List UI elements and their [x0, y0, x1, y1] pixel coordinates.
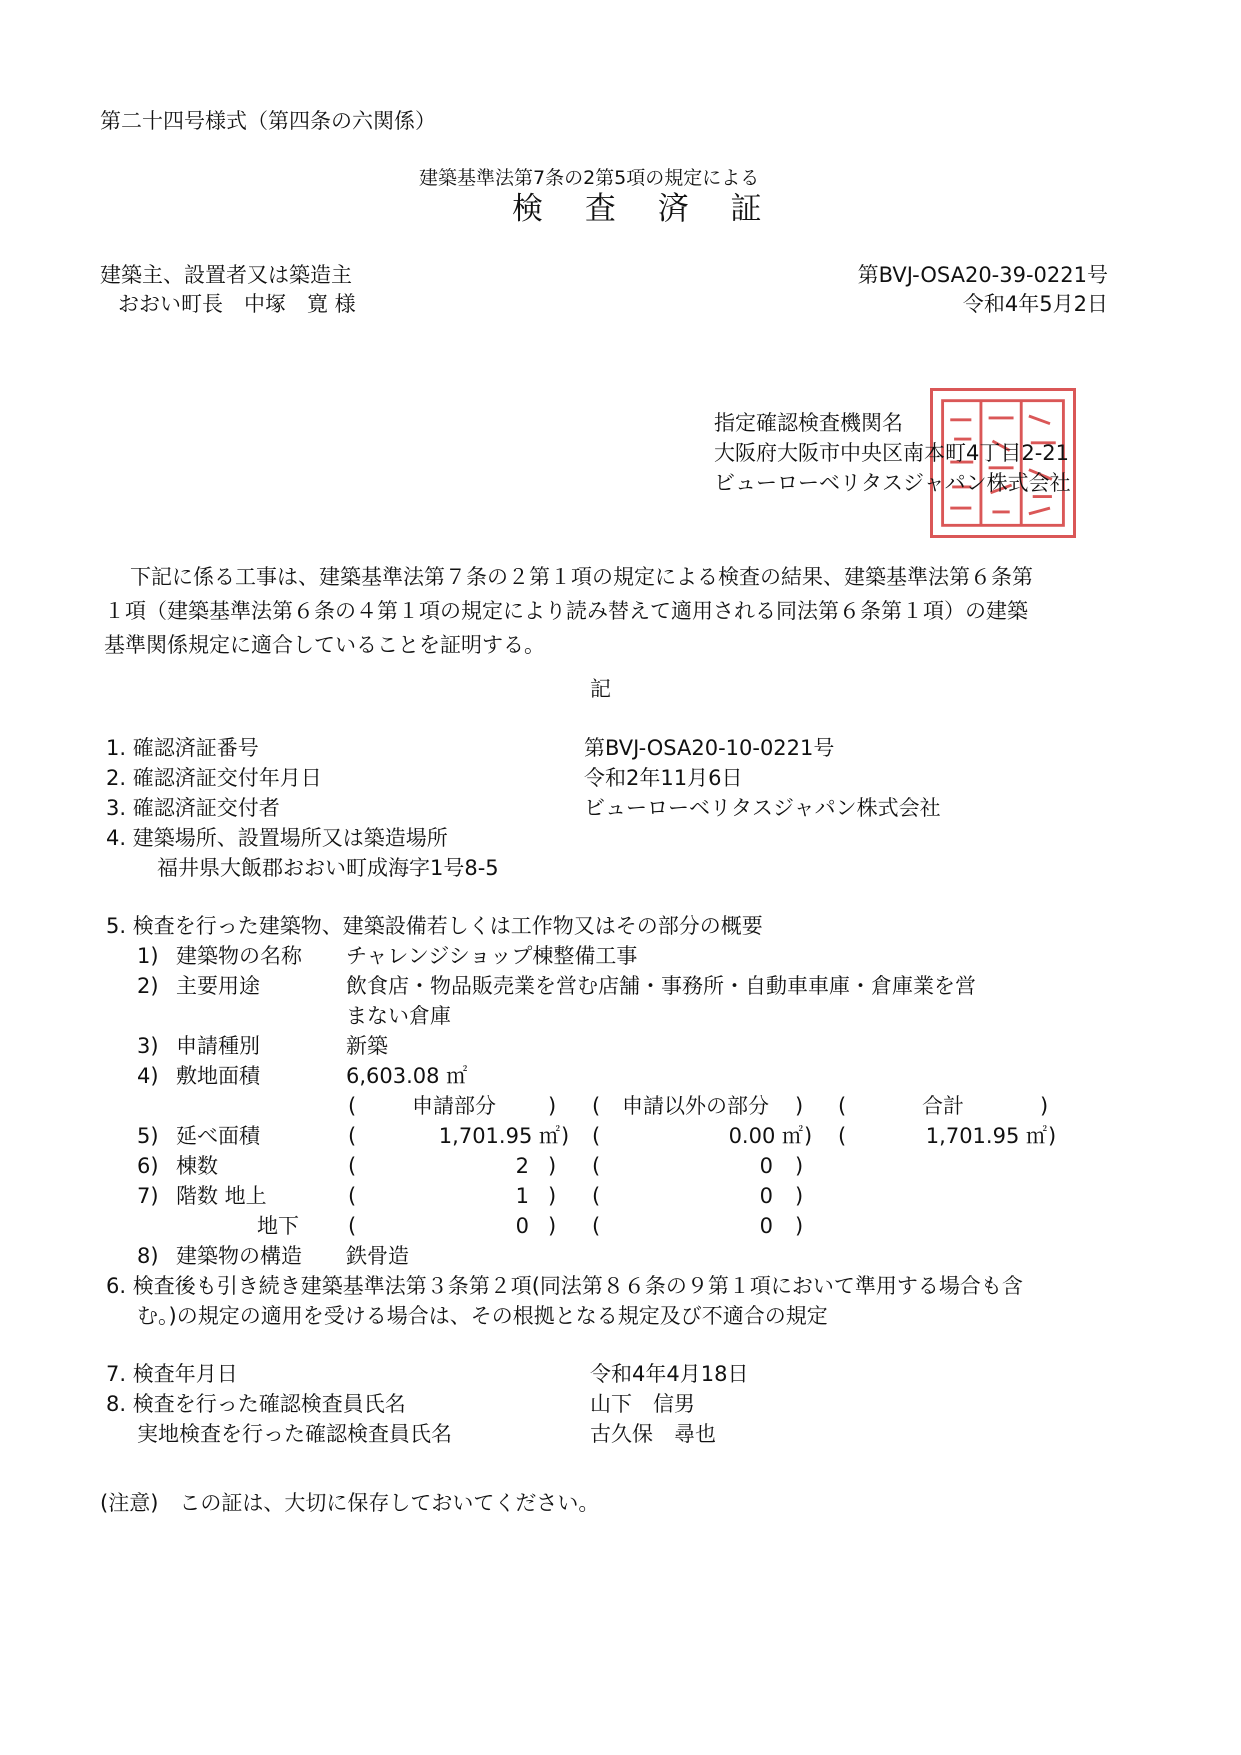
floors-above-other: 0 — [759, 1184, 773, 1208]
paren-close: ) — [548, 1184, 557, 1208]
sub-1-no: 1) — [137, 944, 159, 968]
floor-area-total: 1,701.95 ㎡ — [925, 1124, 1047, 1148]
paren-open: ( — [592, 1184, 601, 1208]
paren-open: ( — [592, 1094, 601, 1118]
sub-4-label: 敷地面積 — [176, 1064, 260, 1088]
item-3-label: 3. 確認済証交付者 — [106, 796, 280, 820]
item-8-value: 山下 信男 — [590, 1392, 695, 1416]
law-basis: 建築基準法第7条の2第5項の規定による — [419, 167, 760, 189]
paren-open: ( — [348, 1184, 357, 1208]
paren-close: ) — [561, 1124, 570, 1148]
paren-close: ) — [548, 1094, 557, 1118]
paren-close: ) — [795, 1214, 804, 1238]
paren-open: ( — [592, 1154, 601, 1178]
item-1-label: 1. 確認済証番号 — [106, 736, 259, 760]
item-3-value: ビューローベリタスジャパン株式会社 — [584, 796, 941, 820]
sub-1-label: 建築物の名称 — [176, 944, 302, 968]
body-line: １項（建築基準法第６条の４第１項の規定により読み替えて適用される同法第６条第１項）の建築 — [104, 599, 1028, 623]
paren-close: ) — [795, 1094, 804, 1118]
sub-4-value: 6,603.08 ㎡ — [346, 1064, 468, 1088]
issuer-company: ビューローベリタスジャパン株式会社 — [714, 471, 1071, 495]
sub-2-no: 2) — [137, 974, 159, 998]
floors-above-applied: 1 — [515, 1184, 529, 1208]
floors-below-other: 0 — [759, 1214, 773, 1238]
item-8-label: 8. 検査を行った確認検査員氏名 — [106, 1392, 406, 1416]
floor-area-other: 0.00 ㎡ — [728, 1124, 803, 1148]
sub-5-label: 延べ面積 — [176, 1124, 260, 1148]
paren-open: ( — [838, 1124, 847, 1148]
paren-close: ) — [804, 1124, 813, 1148]
floors-below-applied: 0 — [515, 1214, 529, 1238]
paren-open: ( — [838, 1094, 847, 1118]
paren-close: ) — [548, 1154, 557, 1178]
sub-2-value-cont: まない倉庫 — [346, 1004, 451, 1028]
issuer-address: 大阪府大阪市中央区南本町4丁目2-21 — [714, 441, 1070, 465]
item-5-label: 5. 検査を行った建築物、建築設備若しくは工作物又はその部分の概要 — [106, 914, 763, 938]
form-label: 第二十四号様式（第四条の六関係） — [100, 109, 436, 133]
issuer-label: 指定確認検査機関名 — [714, 411, 903, 435]
paren-close: ) — [795, 1154, 804, 1178]
document-number: 第BVJ-OSA20-39-0221号 — [857, 263, 1108, 287]
recipient-label: 建築主、設置者又は築造主 — [100, 263, 352, 287]
item-4-label: 4. 建築場所、設置場所又は築造場所 — [106, 826, 448, 850]
col-header-total: 合計 — [922, 1094, 964, 1118]
sub-2-label: 主要用途 — [176, 974, 260, 998]
ki-heading: 記 — [590, 677, 611, 701]
sub-4-no: 4) — [137, 1064, 159, 1088]
sub-8-value: 鉄骨造 — [346, 1244, 409, 1268]
item-1-value: 第BVJ-OSA20-10-0221号 — [584, 736, 835, 760]
sub-2-value: 飲食店・物品販売業を営む店舗・事務所・自動車車庫・倉庫業を営 — [346, 974, 976, 998]
sub-3-no: 3) — [137, 1034, 159, 1058]
paren-close: ) — [548, 1214, 557, 1238]
paren-open: ( — [348, 1214, 357, 1238]
item-8b-label: 実地検査を行った確認検査員氏名 — [137, 1422, 452, 1446]
item-7-label: 7. 検査年月日 — [106, 1362, 238, 1386]
paren-open: ( — [348, 1154, 357, 1178]
item-2-label: 2. 確認済証交付年月日 — [106, 766, 322, 790]
note: (注意) この証は、大切に保存しておいてください。 — [100, 1491, 600, 1515]
paren-close: ) — [795, 1184, 804, 1208]
item-4-value: 福井県大飯郡おおい町成海字1号8-5 — [157, 856, 499, 880]
sub-3-value: 新築 — [346, 1034, 388, 1058]
building-count-other: 0 — [759, 1154, 773, 1178]
sub-1-value: チャレンジショップ棟整備工事 — [346, 944, 638, 968]
item-8b-value: 古久保 尋也 — [590, 1422, 716, 1446]
paren-open: ( — [592, 1124, 601, 1148]
item-6-line2: む。)の規定の適用を受ける場合は、その根拠となる規定及び不適合の規定 — [137, 1304, 828, 1328]
sub-8-label: 建築物の構造 — [176, 1244, 302, 1268]
issue-date: 令和4年5月2日 — [962, 292, 1108, 316]
sub-6-no: 6) — [137, 1154, 159, 1178]
col-header-applied: 申請部分 — [412, 1094, 496, 1118]
sub-7-no: 7) — [137, 1184, 159, 1208]
page-title: 検 査 済 証 — [512, 191, 778, 227]
paren-open: ( — [348, 1094, 357, 1118]
paren-open: ( — [592, 1214, 601, 1238]
paren-open: ( — [348, 1124, 357, 1148]
item-7-value: 令和4年4月18日 — [590, 1362, 749, 1386]
sub-6-label: 棟数 — [176, 1154, 218, 1178]
sub-3-label: 申請種別 — [176, 1034, 260, 1058]
col-header-other: 申請以外の部分 — [622, 1094, 769, 1118]
building-count-applied: 2 — [515, 1154, 529, 1178]
sub-7b-label: 地下 — [257, 1214, 299, 1238]
floor-area-applied: 1,701.95 ㎡ — [438, 1124, 560, 1148]
body-line: 基準関係規定に適合していることを証明する。 — [104, 633, 545, 657]
recipient-name: おおい町長 中塚 寛 様 — [118, 292, 356, 316]
sub-8-no: 8) — [137, 1244, 159, 1268]
paren-close: ) — [1048, 1124, 1057, 1148]
item-2-value: 令和2年11月6日 — [584, 766, 743, 790]
paren-close: ) — [1040, 1094, 1049, 1118]
body-line: 下記に係る工事は、建築基準法第７条の２第１項の規定による検査の結果、建築基準法第６条第 — [130, 565, 1033, 589]
sub-5-no: 5) — [137, 1124, 159, 1148]
item-6-line1: 6. 検査後も引き続き建築基準法第３条第２項(同法第８６条の９第１項において準用する場合も含 — [106, 1274, 1023, 1298]
certification-paragraph — [104, 560, 1124, 662]
sub-7-label: 階数 地上 — [176, 1184, 267, 1208]
